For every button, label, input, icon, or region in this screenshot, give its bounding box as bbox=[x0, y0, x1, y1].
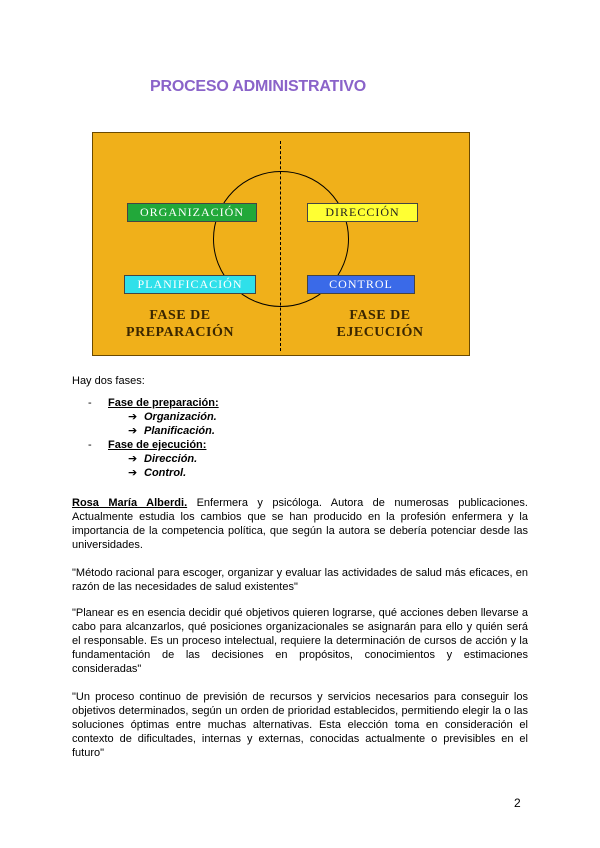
arrow-icon: ➔ bbox=[128, 425, 138, 437]
control-box: CONTROL bbox=[307, 275, 415, 294]
subphase-label: Control. bbox=[144, 467, 187, 479]
phase-ejecucion-label bbox=[325, 307, 435, 341]
author-paragraph bbox=[72, 496, 528, 552]
organizacion-box: ORGANIZACIÓN bbox=[127, 203, 257, 222]
intro-text: Hay dos fases: bbox=[72, 375, 145, 387]
list-item-subphase bbox=[88, 424, 219, 438]
direccion-box: DIRECCIÓN bbox=[307, 203, 418, 222]
bullet-dash: - bbox=[88, 397, 92, 409]
phase-label-line: PREPARACIÓN bbox=[126, 325, 234, 340]
arrow-icon: ➔ bbox=[128, 467, 138, 479]
list-item-phase bbox=[88, 396, 219, 410]
author-name: Rosa María Alberdi. bbox=[72, 497, 188, 509]
process-diagram bbox=[92, 132, 470, 356]
phase-label-line: EJECUCIÓN bbox=[336, 325, 424, 340]
quote-paragraph: "Planear es en esencia decidir qué objetivos quieren lograrse, qué acciones deben llevarse a cabo para alcanzarlos, qué posiciones organizacionales se asignarán para ello y quién será el responsable. Es un proceso intelectual, requiere la determinación de cursos de acción y la fundamentación de las decisiones en propósitos, conocimientos y estimaciones consideradas" bbox=[72, 607, 528, 675]
phase-label-line: FASE DE bbox=[349, 308, 411, 323]
list-item-subphase bbox=[88, 452, 219, 466]
arrow-icon: ➔ bbox=[128, 411, 138, 423]
list-item-subphase bbox=[88, 466, 219, 480]
subphase-label: Planificación. bbox=[144, 425, 215, 437]
phase-heading: Fase de preparación: bbox=[108, 397, 219, 409]
planificacion-box: PLANIFICACIÓN bbox=[124, 275, 256, 294]
subphase-label: Dirección. bbox=[144, 453, 198, 465]
list-item-subphase bbox=[88, 410, 219, 424]
phase-heading: Fase de ejecución: bbox=[108, 439, 207, 451]
phase-label-line: FASE DE bbox=[149, 308, 211, 323]
list-item-phase bbox=[88, 438, 219, 452]
subphase-label: Organización. bbox=[144, 411, 217, 423]
quote-paragraph: "Un proceso continuo de previsión de recursos y servicios necesarios para conseguir los objetivos determinados, según un orden de prioridad establecidos, permitiendo elegir la o las soluciones óptimas entre muchas alternativas. Esta elección toma en consideración el contexto de dificultades, internas y externas, conocidas actualmente o previsibles en el futuro" bbox=[72, 691, 528, 759]
page-number: 2 bbox=[514, 796, 521, 810]
page-title: PROCESO ADMINISTRATIVO bbox=[150, 78, 367, 95]
bullet-dash: - bbox=[88, 439, 92, 451]
phases-list bbox=[88, 396, 219, 480]
author-description: Enfermera y psicóloga. Autora de numerosas publicaciones. Actualmente estudia los cambios que se han producido en la profesión enfermera y la importancia de la competencia política, que según la autora se debería potenciar desde las universidades. bbox=[72, 497, 528, 551]
arrow-icon: ➔ bbox=[128, 453, 138, 465]
quote-paragraph: "Método racional para escoger, organizar y evaluar las actividades de salud más eficaces, en razón de las necesidades de salud existentes" bbox=[72, 567, 528, 593]
phase-preparacion-label bbox=[115, 307, 245, 341]
